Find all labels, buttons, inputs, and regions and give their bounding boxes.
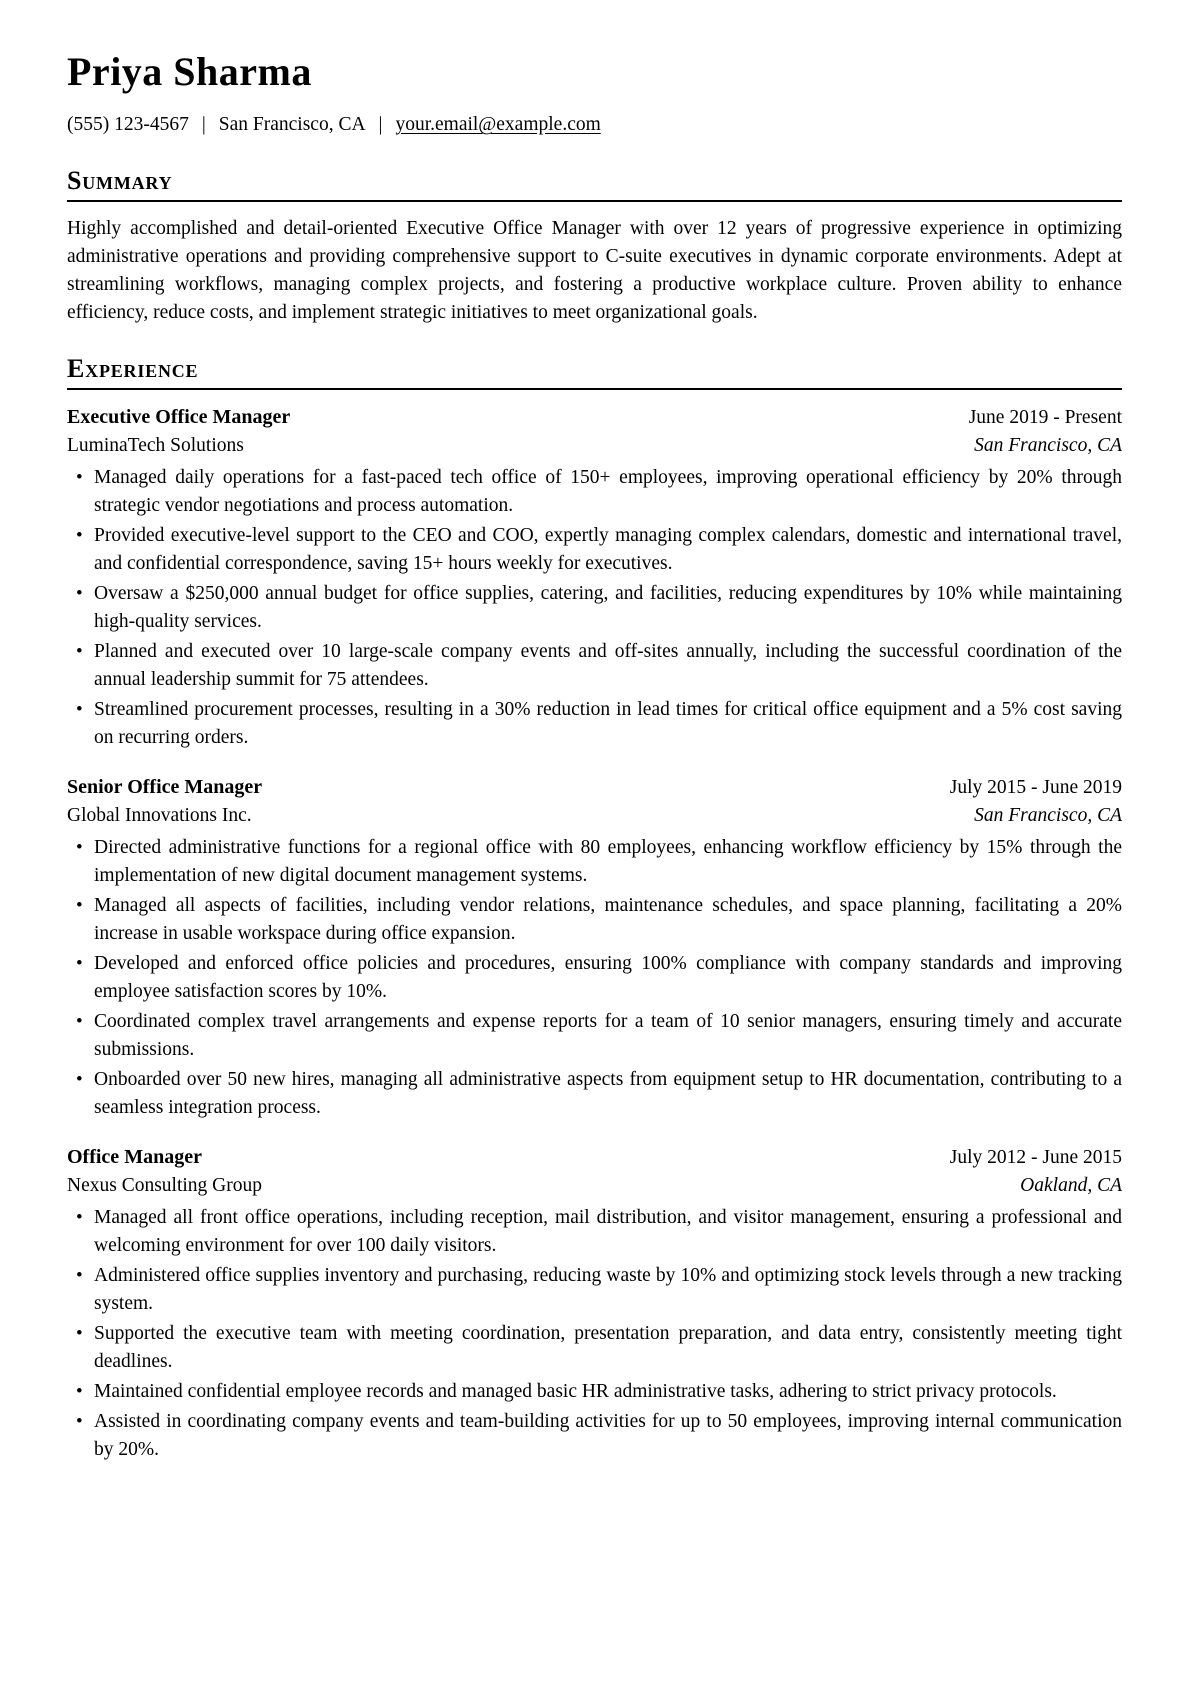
bullet-item: • Oversaw a $250,000 annual budget for office supplies, catering, and facilities, reducing expenditures by 10% while maintaining high-quality services. [67, 580, 1122, 636]
resume-header [67, 50, 1122, 139]
job-entry [67, 403, 1122, 752]
bullet-item: • Developed and enforced office policies and procedures, ensuring 100% compliance with company standards and improving employee satisfaction scores by 10%. [67, 950, 1122, 1006]
summary-section [67, 166, 1122, 327]
job-entry [67, 1143, 1122, 1464]
bullet-item: • Administered office supplies inventory and purchasing, reducing waste by 10% and optimizing stock levels through a new tracking system. [67, 1262, 1122, 1318]
separator: | [378, 114, 383, 135]
job-title: Senior Office Manager [67, 776, 263, 798]
separator: | [201, 114, 206, 135]
bullet-item: • Managed daily operations for a fast-paced tech office of 150+ employees, improving operational efficiency by 20% through strategic vendor negotiations and process automation. [67, 464, 1122, 520]
experience-heading: Experience [67, 354, 1122, 390]
bullet-item: • Onboarded over 50 new hires, managing all administrative aspects from equipment setup to HR documentation, contributing to a seamless integration process. [67, 1066, 1122, 1122]
bullet-item: • Supported the executive team with meeting coordination, presentation preparation, and data entry, consistently meeting tight deadlines. [67, 1320, 1122, 1376]
job-location: San Francisco, CA [974, 435, 1122, 456]
location-text: San Francisco, CA [218, 114, 366, 135]
bullet-item: • Assisted in coordinating company events and team-building activities for up to 50 employees, improving internal communication by 20%. [67, 1408, 1122, 1464]
job-dates: June 2019 - Present [968, 407, 1122, 428]
bullet-item: • Streamlined procurement processes, resulting in a 30% reduction in lead times for critical office equipment and a 5% cost saving on recurring orders. [67, 696, 1122, 752]
job-title: Executive Office Manager [67, 406, 291, 428]
email-link[interactable]: your.email@example.com [395, 114, 601, 135]
job-location: San Francisco, CA [974, 805, 1122, 826]
bullet-item: • Maintained confidential employee records and managed basic HR administrative tasks, adhering to strict privacy protocols. [67, 1378, 1122, 1406]
job-title: Office Manager [67, 1146, 202, 1168]
bullet-item: • Provided executive-level support to the CEO and COO, expertly managing complex calendars, domestic and international travel, and confidential correspondence, saving 15+ hours weekly for executives. [67, 522, 1122, 578]
job-bullets [67, 464, 1122, 752]
job-entry [67, 773, 1122, 1122]
job-bullets [67, 834, 1122, 1122]
experience-section [67, 354, 1122, 1464]
contact-line [67, 111, 1122, 139]
bullet-item: • Coordinated complex travel arrangements and expense reports for a team of 10 senior managers, ensuring timely and accurate submissions. [67, 1008, 1122, 1064]
job-dates: July 2015 - June 2019 [949, 777, 1122, 798]
bullet-item: • Managed all front office operations, including reception, mail distribution, and visitor management, ensuring a professional and welcoming environment for over 100 daily visitors. [67, 1204, 1122, 1260]
summary-heading: Summary [67, 166, 1122, 202]
bullet-item: • Directed administrative functions for a regional office with 80 employees, enhancing workflow efficiency by 15% through the implementation of new digital document management systems. [67, 834, 1122, 890]
job-company: Nexus Consulting Group [67, 1175, 262, 1196]
phone-number: (555) 123-4567 [67, 114, 189, 135]
bullet-item: • Managed all aspects of facilities, including vendor relations, maintenance schedules, and space planning, facilitating a 20% increase in usable workspace during office expansion. [67, 892, 1122, 948]
job-company: LuminaTech Solutions [67, 435, 244, 456]
job-bullets [67, 1204, 1122, 1464]
job-location: Oakland, CA [1020, 1175, 1122, 1196]
bullet-item: • Planned and executed over 10 large-scale company events and off-sites annually, including the successful coordination of the annual leadership summit for 75 attendees. [67, 638, 1122, 694]
job-company: Global Innovations Inc. [67, 805, 252, 826]
summary-text: Highly accomplished and detail-oriented Executive Office Manager with over 12 years of progressive experience in optimizing administrative operations and providing comprehensive support to C-suite executives in dynamic corporate environments. Adept at streamlining workflows, managing complex projects, and fostering a productive workplace culture. Proven ability to enhance efficiency, reduce costs, and implement strategic initiatives to meet organizational goals. [67, 218, 1122, 323]
candidate-name: Priya Sharma [67, 49, 312, 94]
job-dates: July 2012 - June 2015 [949, 1147, 1122, 1168]
